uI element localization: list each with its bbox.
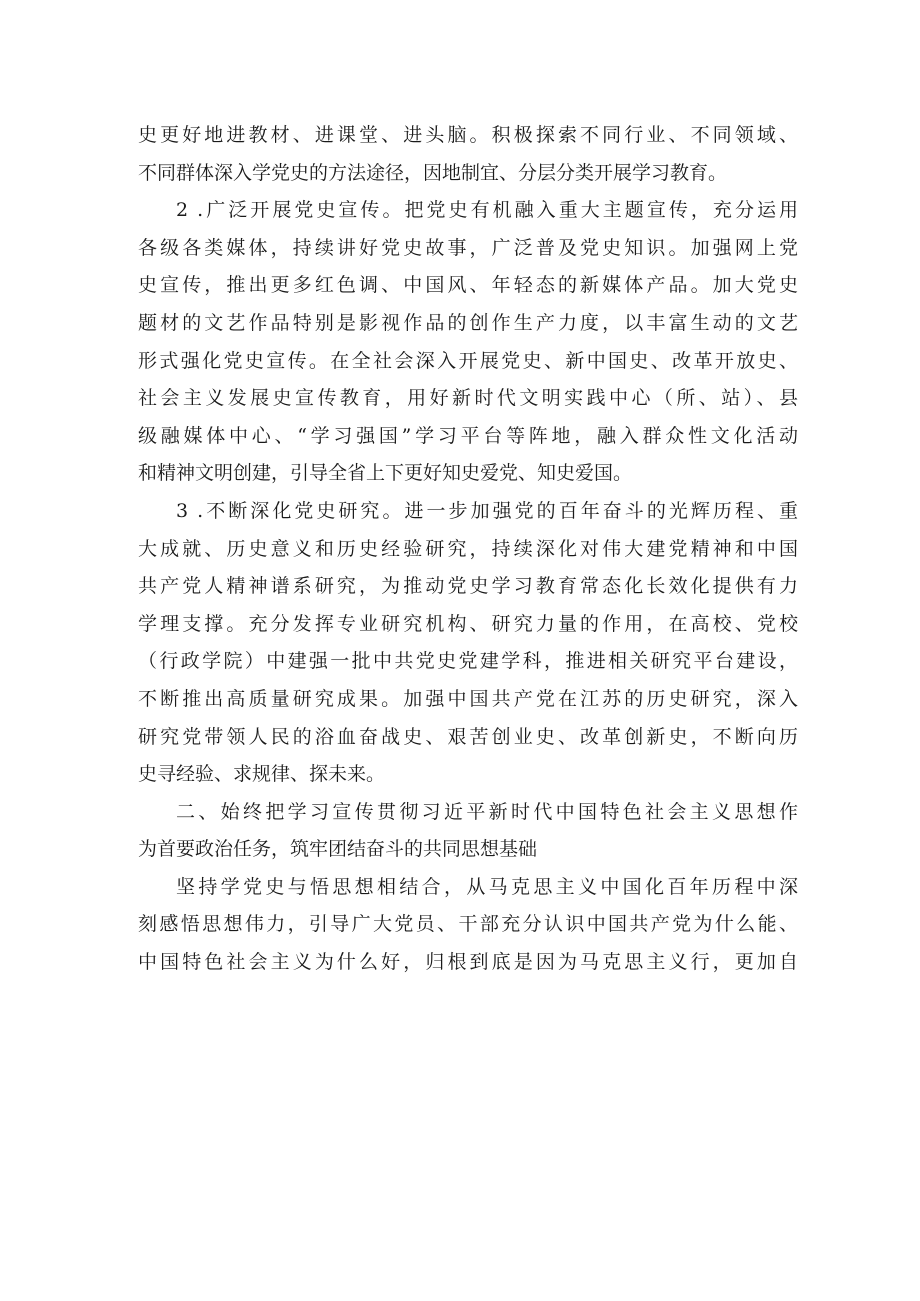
text-line: 中国特色社会主义为什么好，归根到底是因为马克思主义行，更加自 xyxy=(138,951,798,974)
text-line: 2 .广泛开展党史宣传。把党史有机融入重大主题宣传，充分运用 xyxy=(176,199,798,222)
text-line: 研究党带领人民的浴血奋战史、艰苦创业史、改革创新史，不断向历 xyxy=(138,725,798,748)
text-line: 史寻经验、求规律、探未来。 xyxy=(138,763,386,786)
text-line: 形式强化党史宣传。在全社会深入开展党史、新中国史、改革开放史、 xyxy=(138,349,798,372)
text-line: （行政学院）中建强一批中共党史党建学科，推进相关研究平台建设， xyxy=(138,650,798,673)
text-line: 学理支撑。充分发挥专业研究机构、研究力量的作用，在高校、党校 xyxy=(138,612,798,635)
text-line: 共产党人精神谱系研究，为推动党史学习教育常态化长效化提供有力 xyxy=(138,575,798,598)
text-line: 刻感悟思想伟力，引导广大党员、干部充分认识中国共产党为什么能、 xyxy=(138,913,798,936)
text-line: 级融媒体中心、“学习强国”学习平台等阵地，融入群众性文化活动 xyxy=(138,424,798,447)
text-line: 大成就、历史意义和历史经验研究，持续深化对伟大建党精神和中国 xyxy=(138,537,798,560)
text-line: 各级各类媒体，持续讲好党史故事，广泛普及党史知识。加强网上党 xyxy=(138,236,798,259)
text-line: 为首要政治任务，筑牢团结奋斗的共同思想基础 xyxy=(138,838,538,861)
text-line: 和精神文明创建，引导全省上下更好知史爱党、知史爱国。 xyxy=(138,462,633,485)
text-line: 坚持学党史与悟思想相结合，从马克思主义中国化百年历程中深 xyxy=(176,875,798,898)
text-line: 不断推出高质量研究成果。加强中国共产党在江苏的历史研究，深入 xyxy=(138,687,798,710)
text-line: 3 .不断深化党史研究。进一步加强党的百年奋斗的光辉历程、重 xyxy=(176,499,798,522)
text-line: 社会主义发展史宣传教育，用好新时代文明实践中心（所、站）、县 xyxy=(138,387,798,410)
text-line: 史宣传，推出更多红色调、中国风、年轻态的新媒体产品。加大党史 xyxy=(138,274,798,297)
document-body xyxy=(138,117,798,982)
text-line: 不同群体深入学党史的方法途径，因地制宜、分层分类开展学习教育。 xyxy=(138,161,728,184)
text-line: 二、始终把学习宣传贯彻习近平新时代中国特色社会主义思想作 xyxy=(176,800,798,823)
text-line: 史更好地进教材、进课堂、进头脑。积极探索不同行业、不同领域、 xyxy=(138,124,798,146)
text-line: 题材的文艺作品特别是影视作品的创作生产力度，以丰富生动的文艺 xyxy=(138,311,798,334)
